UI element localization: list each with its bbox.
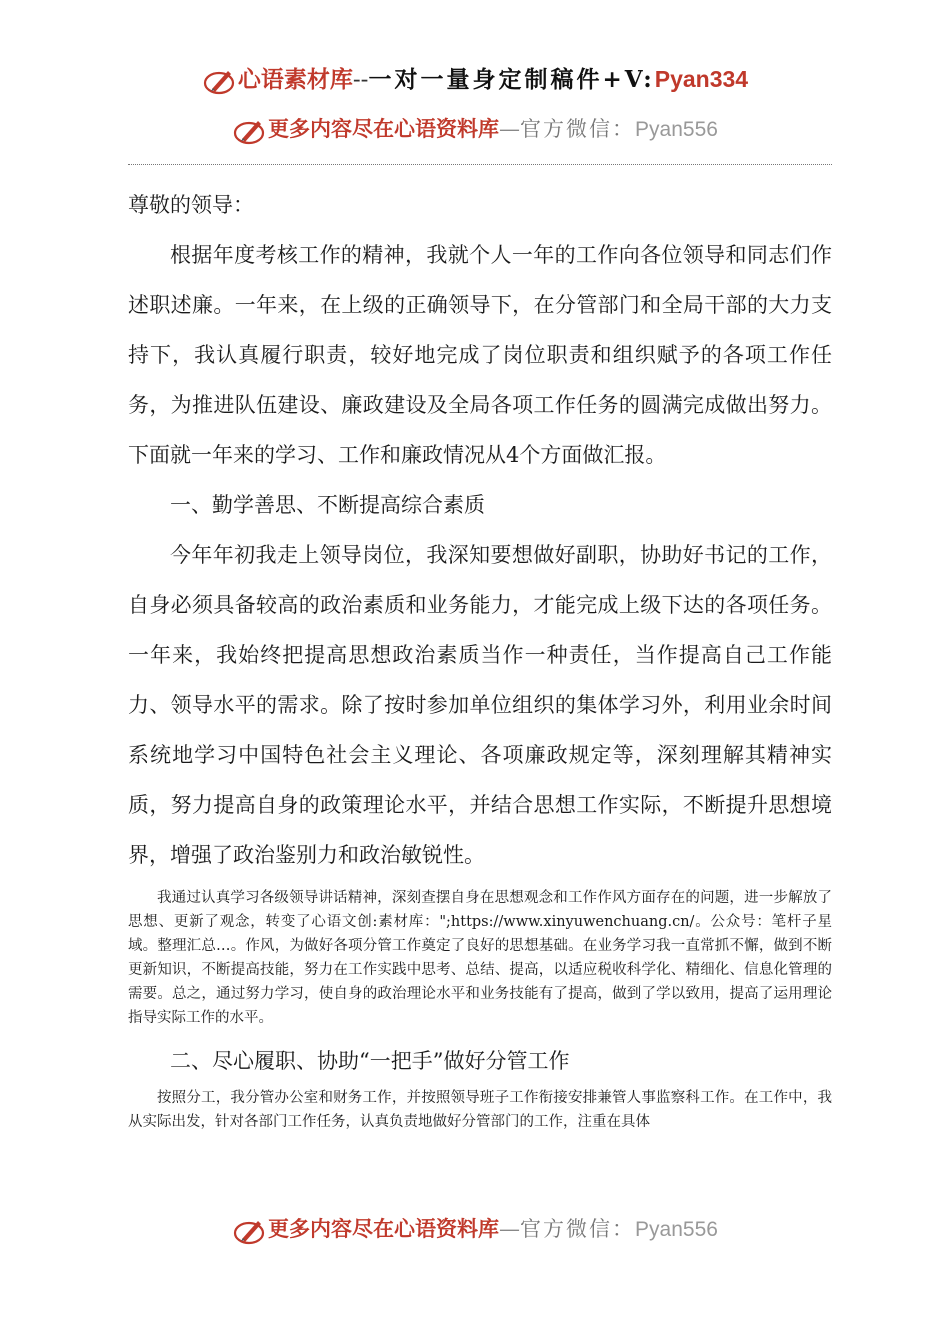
banner-wechat-id: Pyan556: [635, 118, 718, 141]
header-divider: [128, 164, 832, 165]
section2-paragraph1: 按照分工，我分管办公室和财务工作，并按照领导班子工作衔接安排兼管人事监察科工作。在工作中，我从实际出发，针对各部门工作任务，认真负责地做好分管部门的工作，注重在具体: [128, 1090, 832, 1130]
banner-separator: —: [499, 1217, 521, 1241]
banner-gray-text: 官方微信：: [520, 117, 636, 141]
banner-gray-text: 官方微信：: [520, 1217, 636, 1241]
quill-logo-icon: [202, 64, 236, 98]
salutation: 尊敬的领导：: [128, 193, 254, 217]
header-dash: --: [352, 67, 369, 93]
header-contact-id: Pyan334: [654, 66, 749, 92]
banner-red-text: 更多内容尽在心语资料库: [268, 1216, 500, 1241]
header-slogan: 一对一量身定制稿件+V:: [368, 66, 655, 93]
banner-red-text: 更多内容尽在心语资料库: [268, 116, 500, 141]
document-body: [128, 180, 832, 1134]
bottom-banner: [0, 1212, 950, 1248]
section1-title: 一、勤学善思、不断提高综合素质: [170, 493, 485, 517]
intro-paragraph: 根据年度考核工作的精神，我就个人一年的工作向各位领导和同志们作述职述廉。一年来，在上级的正确领导下，在分管部门和全局干部的大力支持下，我认真履行职责，较好地完成了岗位职责和组织赋予的各项工作任务，为推进队伍建设、廉政建设及全局各项工作任务的圆满完成做出努力。下面就一年来的学习、工作和廉政情况从4个方面做汇报。: [128, 243, 832, 467]
top-banner: [0, 112, 950, 148]
quill-logo-icon: [232, 114, 266, 148]
section2-title: 二、尽心履职、协助“一把手”做好分管工作: [170, 1049, 570, 1073]
section1-paragraph1: 今年年初我走上领导岗位，我深知要想做好副职，协助好书记的工作，自身必须具备较高的政治素质和业务能力，才能完成上级下达的各项任务。一年来，我始终把提高思想政治素质当作一种责任，当作提高自己工作能力、领导水平的需求。除了按时参加单位组织的集体学习外，利用业余时间系统地学习中国特色社会主义理论、各项廉政规定等，深刻理解其精神实质，努力提高自身的政策理论水平，并结合思想工作实际，不断提升思想境界，增强了政治鉴别力和政治敏锐性。: [128, 543, 832, 867]
header-brand: 心语素材库: [237, 66, 353, 93]
banner-separator: —: [499, 117, 521, 141]
banner-wechat-id: Pyan556: [635, 1218, 718, 1241]
header-title: [0, 62, 950, 98]
section1-paragraph2: 我通过认真学习各级领导讲话精神，深刻查摆自身在思想观念和工作作风方面存在的问题，进一步解放了思想、更新了观念，转变了心语文创:素材库：";https://www.xinyuwenchuang.cn/。公众号：笔杆子星域。整理汇总…。作风，为做好各项分管工作奠定了良好的思想基础。在业务学习我一直常抓不懈，做到不断更新知识，不断提高技能，努力在工作实践中思考、总结、提高，以适应税收科学化、精细化、信息化管理的需要。总之，通过努力学习，使自身的政治理论水平和业务技能有了提高，做到了学以致用，提高了运用理论指导实际工作的水平。: [128, 890, 832, 1026]
quill-logo-icon: [232, 1214, 266, 1248]
